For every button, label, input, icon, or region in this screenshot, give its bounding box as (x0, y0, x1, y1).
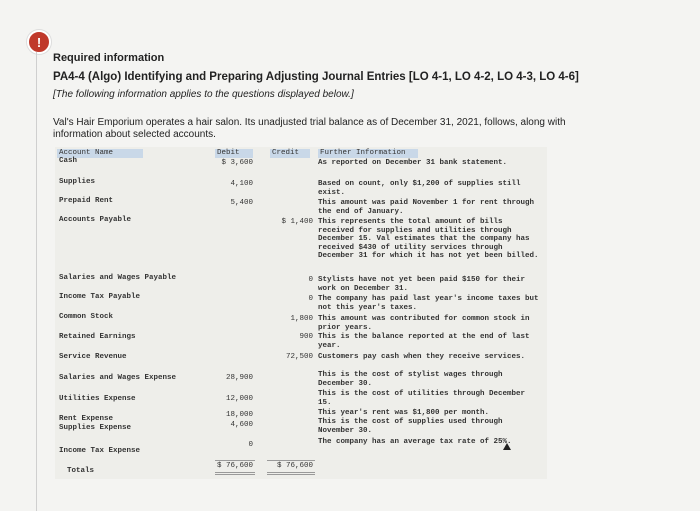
credit-total-rule (267, 460, 315, 461)
further-information: This is the cost of stylist wages through December 30. (318, 371, 503, 388)
debit-total-rule (215, 460, 255, 461)
debit-double-rule (215, 472, 255, 473)
debit-header: Debit (215, 149, 253, 158)
further-information: Customers pay cash when they receive services. (318, 353, 526, 361)
instruction-note: [The following information applies to the questions displayed below.] (53, 89, 354, 100)
account-name: Cash (59, 157, 78, 165)
account-name: Utilities Expense (59, 395, 136, 403)
intro-paragraph: Val's Hair Emporium operates a hair salon. Its unadjusted trial balance as of December 31, 2021, follows, along with information about selected accounts. (53, 117, 566, 140)
credit-value: 900 (299, 333, 313, 341)
account-name: Prepaid Rent (59, 197, 114, 205)
further-information: This amount was paid November 1 for rent through the end of January. (318, 199, 535, 216)
credit-double-rule (267, 472, 315, 473)
further-information: This amount was contributed for common stock in prior years. (318, 315, 530, 332)
further-information: This year's rent was $1,800 per month. (318, 409, 490, 417)
debit-value: 4,600 (230, 421, 253, 429)
mouse-cursor-icon (503, 443, 511, 450)
further-information: This is the balance reported at the end of last year. (318, 333, 530, 350)
credit-value: $ 1,400 (281, 218, 313, 226)
debit-value: 18,000 (225, 411, 253, 419)
alert-icon: ! (27, 30, 51, 54)
credit-total: $ 76,600 (276, 462, 313, 470)
further-information: This is the cost of supplies used through November 30. (318, 418, 503, 435)
account-name: Service Revenue (59, 353, 127, 361)
account-name-header: Account Name (57, 149, 143, 158)
further-information: As reported on December 31 bank statement. (318, 159, 508, 167)
required-information-heading: Required information (53, 52, 165, 64)
credit-double-rule (267, 474, 315, 475)
account-name: Rent Expense (59, 415, 114, 423)
debit-total: $ 76,600 (216, 462, 253, 470)
account-name: Salaries and Wages Payable (59, 274, 177, 282)
credit-value: 1,800 (290, 315, 313, 323)
debit-value: $ 3,600 (221, 159, 253, 167)
credit-value: 0 (308, 295, 313, 303)
account-name: Supplies Expense (59, 424, 132, 432)
further-information: The company has an average tax rate of 25%. (318, 438, 512, 446)
credit-value: 72,500 (285, 353, 313, 361)
debit-value: 28,900 (225, 374, 253, 382)
debit-value: 0 (248, 441, 253, 449)
credit-value: 0 (308, 276, 313, 284)
account-name: Income Tax Payable (59, 293, 141, 301)
debit-value: 12,000 (225, 395, 253, 403)
credit-header: Credit (270, 149, 310, 158)
debit-value: 5,400 (230, 199, 253, 207)
account-name: Retained Earnings (59, 333, 136, 341)
problem-title: PA4-4 (Algo) Identifying and Preparing Adjusting Journal Entries [LO 4-1, LO 4-2, LO 4-3, LO 4-6] (53, 71, 579, 83)
account-name: Supplies (59, 178, 96, 186)
account-name: Income Tax Expense (59, 447, 141, 455)
debit-value: 4,100 (230, 180, 253, 188)
trial-balance-table (55, 147, 547, 479)
further-information: Stylists have not yet been paid $150 for their work on December 31. (318, 276, 526, 293)
further-information-header: Further Information (318, 149, 418, 158)
further-information: Based on count, only $1,200 of supplies still exist. (318, 180, 521, 197)
left-divider (36, 52, 37, 511)
account-name: Common Stock (59, 313, 114, 321)
debit-double-rule (215, 474, 255, 475)
account-name: Accounts Payable (59, 216, 132, 224)
account-name: Salaries and Wages Expense (59, 374, 177, 382)
totals-label: Totals (67, 467, 95, 475)
further-information: This represents the total amount of bills received for supplies and utilities through December 15. Val estimates that the company has received $430 of utility services through December 31 for which it has not yet been billed. (318, 218, 539, 261)
further-information: This is the cost of utilities through December 15. (318, 390, 526, 407)
further-information: The company has paid last year's income taxes but not this year's taxes. (318, 295, 539, 312)
